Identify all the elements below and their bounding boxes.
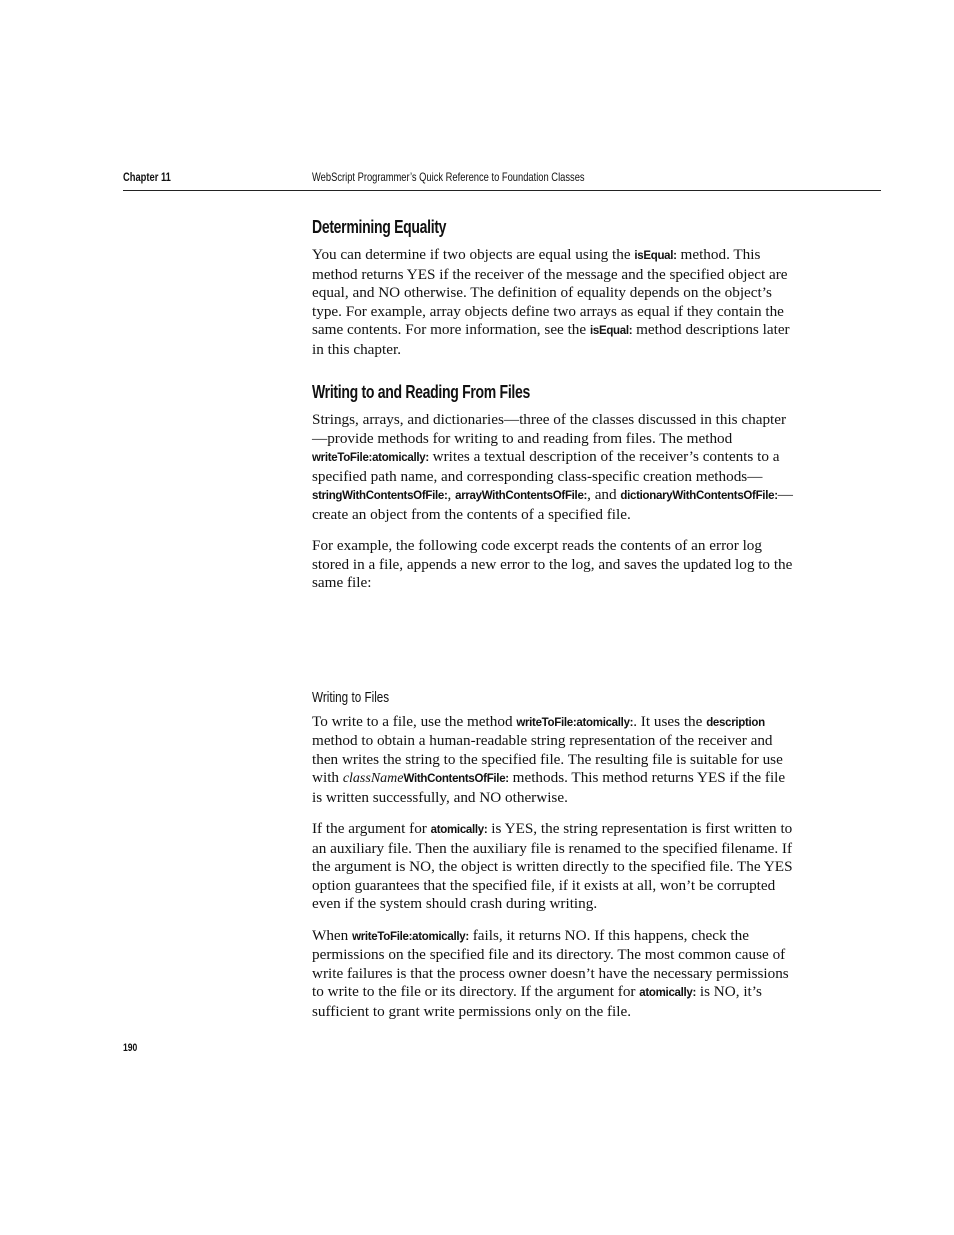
body-paragraph: Strings, arrays, and dictionaries—three of the classes discussed in this chapter—provide methods for writing to and reading from files. The method writeToFile:atomically: writes a textual description of the receiver’s contents to a specified path name, and corresponding class-specific creation methods—stringWithContentsOfFile:, arrayWithContentsOfFile:, and dictionaryWithContentsOfFile:—create an object from the contents of a specified file.: [312, 411, 793, 523]
method-name: writeToFile:atomically:: [352, 930, 469, 943]
method-name: writeToFile:atomically:: [516, 716, 634, 729]
section-heading-determining-equality: Determining Equality: [312, 217, 447, 237]
method-name: WithContentsOfFile:: [403, 773, 509, 785]
running-header-chapter: Chapter 11: [123, 170, 171, 184]
subsection-heading-writing-to-files: Writing to Files: [312, 688, 390, 706]
page-number: 190: [123, 1042, 138, 1054]
body-paragraph: When writeToFile:atomically: fails, it returns NO. If this happens, check the permissions on the specified file and its directory. The most common cause of write failures is that the process owner doesn’t have the necessary permissions to write to the file or its directory. If the argument for atomically: is NO, it’s sufficient to grant write permissions only on the file.: [312, 926, 789, 1020]
method-name: arrayWithContentsOfFile:: [455, 490, 588, 502]
running-header-title: WebScript Programmer’s Quick Reference to Foundation Classes: [312, 170, 585, 184]
body-paragraph: For example, the following code excerpt reads the contents of an error log stored in a file, appends a new error to the log, and saves the updated log to the same file:: [312, 537, 793, 591]
body-paragraph: To write to a file, use the method writeToFile:atomically:. It uses the description method to obtain a human-readable string representation of the receiver and then writes the string to the specified file. The resulting file is suitable for use with classNameWithContentsOfFile: methods. This method returns YES if the file is written successfully, and NO otherwise.: [312, 712, 786, 806]
body-paragraph: If the argument for atomically: is YES, the string representation is first written to an auxiliary file. Then the auxiliary file is renamed to the specified filename. If the argument is NO, the object is written directly to the specified file. The YES option guarantees that the specified file, if it exists at all, won’t be corrupted even if the system should crash during writing.: [312, 820, 793, 912]
method-name: atomically:: [639, 987, 697, 999]
page-content: [312, 214, 798, 1021]
method-name: description: [706, 716, 765, 729]
method-name: dictionaryWithContentsOfFile:: [620, 490, 778, 502]
method-name: atomically:: [430, 824, 488, 836]
method-name: isEqual:: [589, 325, 633, 337]
placeholder-term: className: [342, 771, 404, 786]
method-name: stringWithContentsOfFile:: [312, 490, 448, 502]
section-heading-writing-reading-files: Writing to and Reading From Files: [312, 382, 530, 402]
method-name: writeToFile:atomically:: [312, 452, 429, 464]
method-name: isEqual:: [634, 250, 677, 262]
body-paragraph: You can determine if two objects are equal using the isEqual: method. This method returns YES if the receiver of the message and the specified object are equal, and NO otherwise. The definition of equality depends on the object’s type. For example, array objects define two arrays as equal if they contain the same contents. For more information, see the isEqual: method descriptions later in this chapter.: [312, 246, 790, 358]
header-divider: [123, 190, 881, 191]
